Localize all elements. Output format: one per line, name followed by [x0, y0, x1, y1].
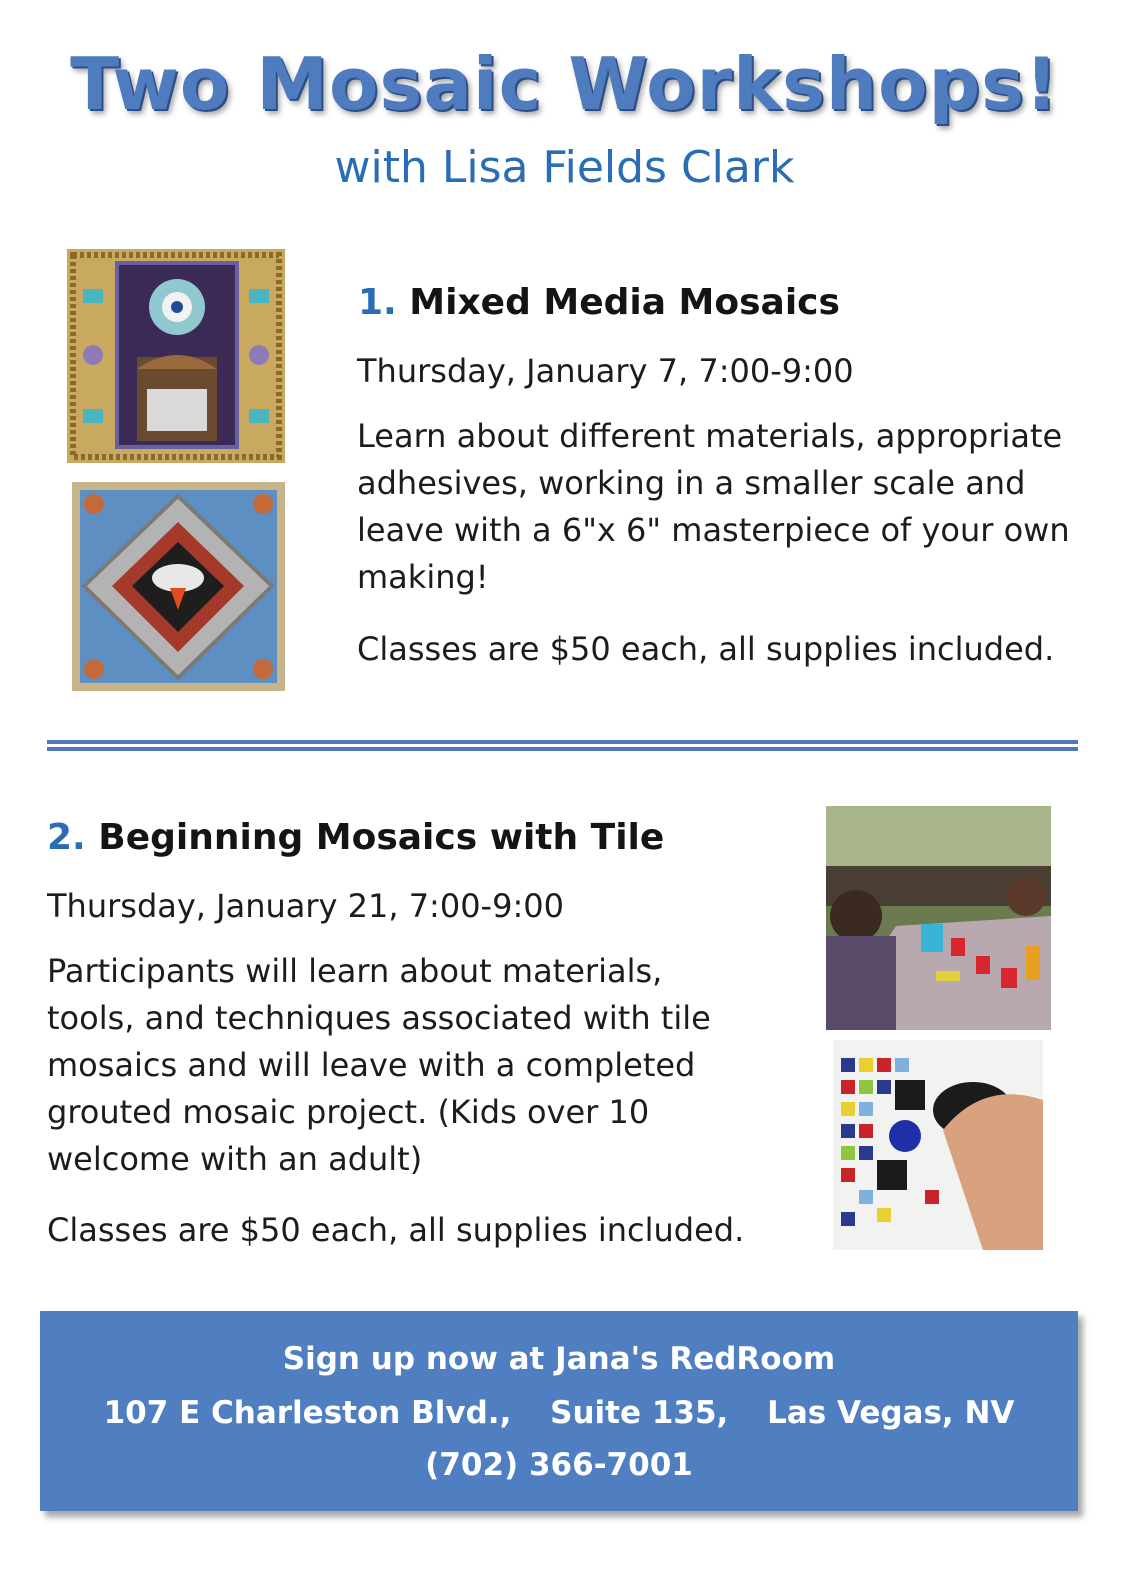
- description-line: leave with a 6"x 6" masterpiece of your own: [357, 511, 1070, 549]
- workshop-2-heading: [47, 817, 664, 858]
- description-line: adhesives, working in a smaller scale and: [357, 464, 1026, 502]
- workshop-1-heading: [358, 282, 840, 323]
- description-line: Participants will learn about materials,: [47, 952, 663, 990]
- workshop-1-title: Mixed Media Mosaics: [409, 282, 840, 323]
- signup-heading: Sign up now at Jana's RedRoom: [282, 1341, 836, 1377]
- description-line: Learn about different materials, appropriate: [357, 417, 1063, 455]
- workshop-2-price: Classes are $50 each, all supplies included.: [47, 1211, 745, 1249]
- description-line: making!: [357, 558, 489, 596]
- signup-address: [40, 1395, 1078, 1431]
- page-title: Two Mosaic Workshops!: [70, 42, 1059, 126]
- workshop-1-number: 1.: [358, 282, 397, 323]
- mosaic-diamond-image: [72, 482, 285, 691]
- workshop-2-date: Thursday, January 21, 7:00-9:00: [47, 887, 564, 925]
- page-subtitle: with Lisa Fields Clark: [334, 142, 795, 193]
- section-divider-bottom: [47, 747, 1078, 751]
- section-divider-top: [47, 740, 1078, 744]
- description-line: mosaics and will leave with a completed: [47, 1046, 696, 1084]
- description-line: tools, and techniques associated with tile: [47, 999, 711, 1037]
- address-city: Las Vegas, NV: [767, 1395, 1015, 1431]
- workshop-2-title: Beginning Mosaics with Tile: [98, 817, 665, 858]
- tile-grouting-image: [833, 1040, 1043, 1250]
- workshop-2-description: [47, 948, 711, 1183]
- address-street: 107 E Charleston Blvd.,: [103, 1395, 512, 1431]
- workshop-2-number: 2.: [47, 817, 86, 858]
- signup-banner: [40, 1311, 1078, 1511]
- signup-phone: (702) 366-7001: [425, 1447, 693, 1483]
- workshop-1-price: Classes are $50 each, all supplies included.: [357, 630, 1055, 668]
- mosaic-shrine-image: [67, 249, 285, 463]
- class-photo-image: [826, 806, 1051, 1030]
- description-line: grouted mosaic project. (Kids over 10: [47, 1093, 650, 1131]
- description-line: welcome with an adult): [47, 1140, 423, 1178]
- workshop-1-date: Thursday, January 7, 7:00-9:00: [357, 352, 854, 390]
- address-suite: Suite 135,: [550, 1395, 729, 1431]
- workshop-1-description: [357, 413, 1070, 601]
